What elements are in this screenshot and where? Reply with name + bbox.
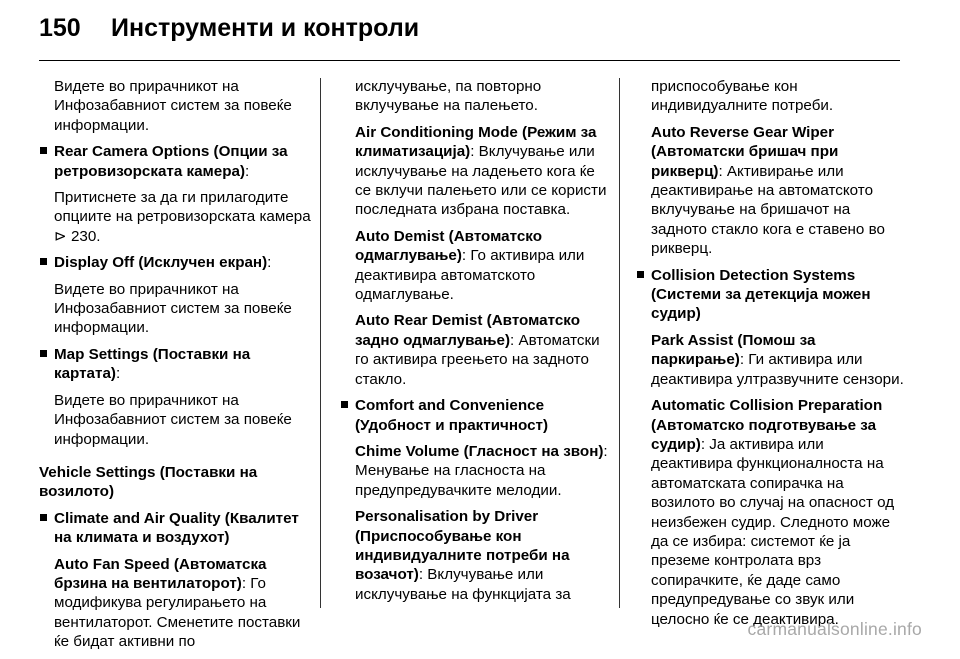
item-title: Display Off (Исклучен екран) (54, 254, 268, 272)
item-title: Rear Camera Options (Опции за ретровизорската камера) (54, 143, 288, 180)
page-header (39, 14, 419, 54)
item-colon: : (115, 365, 121, 383)
page-reference-icon[interactable]: ⊳ (54, 227, 67, 245)
entry-body: : Го активира или деактивира автоматското одмаглување. (355, 247, 585, 304)
entry-title: Auto Fan Speed (Автоматска брзина на вентилаторот) (54, 555, 267, 592)
page-title: Инструменти и контроли (111, 14, 420, 42)
watermark: carmanualsonline.info (747, 619, 922, 639)
list-item (340, 396, 612, 604)
item-title: Map Settings (Поставки на картата) (54, 345, 251, 383)
list-item (636, 266, 906, 629)
page-number: 150 (39, 14, 81, 42)
bullet-square-icon (637, 271, 644, 278)
entry-title: Auto Reverse Gear Wiper (Автоматски бришач при рикверц) (651, 123, 839, 180)
bullet-square-icon (341, 401, 348, 408)
section-heading: Vehicle Settings (Поставки на возилото) (39, 463, 258, 501)
item-colon: : (267, 254, 272, 272)
entry-body: : Ги активира или деактивира ултразвучните сензори. (651, 351, 904, 388)
column-1 (39, 77, 311, 659)
entry-title: Air Conditioning Mode (Режим за климатизација) (355, 123, 597, 161)
column-2 (340, 77, 612, 611)
bullet-square-icon (40, 258, 47, 265)
item-title: Climate and Air Quality (Квалитет на климата и воздухот) (54, 509, 299, 547)
entry-body: : Менување на гласноста на предупредувачките мелодии. (355, 442, 608, 499)
column-divider-2 (619, 78, 620, 608)
bullet-square-icon (40, 147, 47, 154)
list-item (39, 142, 311, 246)
entry-body: : Вклучување или исклучување на функцијата за (355, 566, 571, 603)
bullet-square-icon (40, 514, 47, 521)
bullet-square-icon (40, 350, 47, 357)
column-3 (636, 77, 906, 636)
list-item (39, 345, 311, 449)
paragraph: исклучување, па повторно вклучување на палењето. (355, 78, 542, 115)
entry-body: : Автоматски го активира греењето на задното стакло. (355, 331, 600, 388)
entry-body: : Вклучување или исклучување на ладењето кога ќе се вклучи палењето или се користи последната избрана поставка. (355, 143, 607, 219)
item-colon: : (245, 162, 250, 180)
list-item (39, 253, 311, 338)
item-title: Comfort and Convenience (Удобност и практичност) (355, 397, 549, 434)
item-body: Видете во прирачникот на Инфозабавниот систем за повеќе информации. (54, 280, 292, 337)
paragraph: приспособување кон индивидуалните потреби. (651, 78, 834, 115)
entry-title: Automatic Collision Preparation (Автоматско подготвување за судир) (651, 397, 883, 453)
column-divider-1 (320, 78, 321, 608)
item-body: Видете во прирачникот на Инфозабавниот систем за повеќе информации. (54, 391, 292, 448)
paragraph: Видете во прирачникот на Инфозабавниот систем за повеќе информации. (54, 78, 292, 134)
entry-title: Chime Volume (Гласност на звон) (355, 442, 604, 460)
list-item (39, 509, 311, 652)
entry-body: : Го модификува регулирањето на вентилаторот. Сменетите поставки ќе бидат активни по (54, 574, 301, 651)
item-body: Притиснете за да ги прилагодите опциите на ретровизорската камера (54, 189, 311, 226)
entry-body: : Активирање или деактивирање на автоматското вклучување на бришачот на задното стакло кога е ставено во рикверц. (651, 162, 885, 258)
entry-title: Park Assist (Помош за паркирање) (651, 331, 816, 369)
item-title: Collision Detection Systems (Системи за детекција можен судир) (651, 266, 871, 323)
header-rule (39, 60, 900, 61)
entry-title: Auto Demist (Автоматско одмаглување) (355, 227, 542, 265)
entry-title: Personalisation by Driver (Приспособување кон индивидуалните потреби на возачот) (355, 508, 570, 584)
entry-title: Auto Rear Demist (Автоматско задно одмаглување) (355, 312, 580, 349)
page-reference-number[interactable]: 230. (70, 227, 101, 245)
entry-body: : Ја активира или деактивира функционалноста на автоматската сопирачка на возилото во случај на опасност од неизбежен судир. Следното може да се избира: системот ќе ја преземе контролата врз сопирачките, ќе даде само предупредување со звук или целосно ќе се деактивира. (651, 435, 895, 628)
